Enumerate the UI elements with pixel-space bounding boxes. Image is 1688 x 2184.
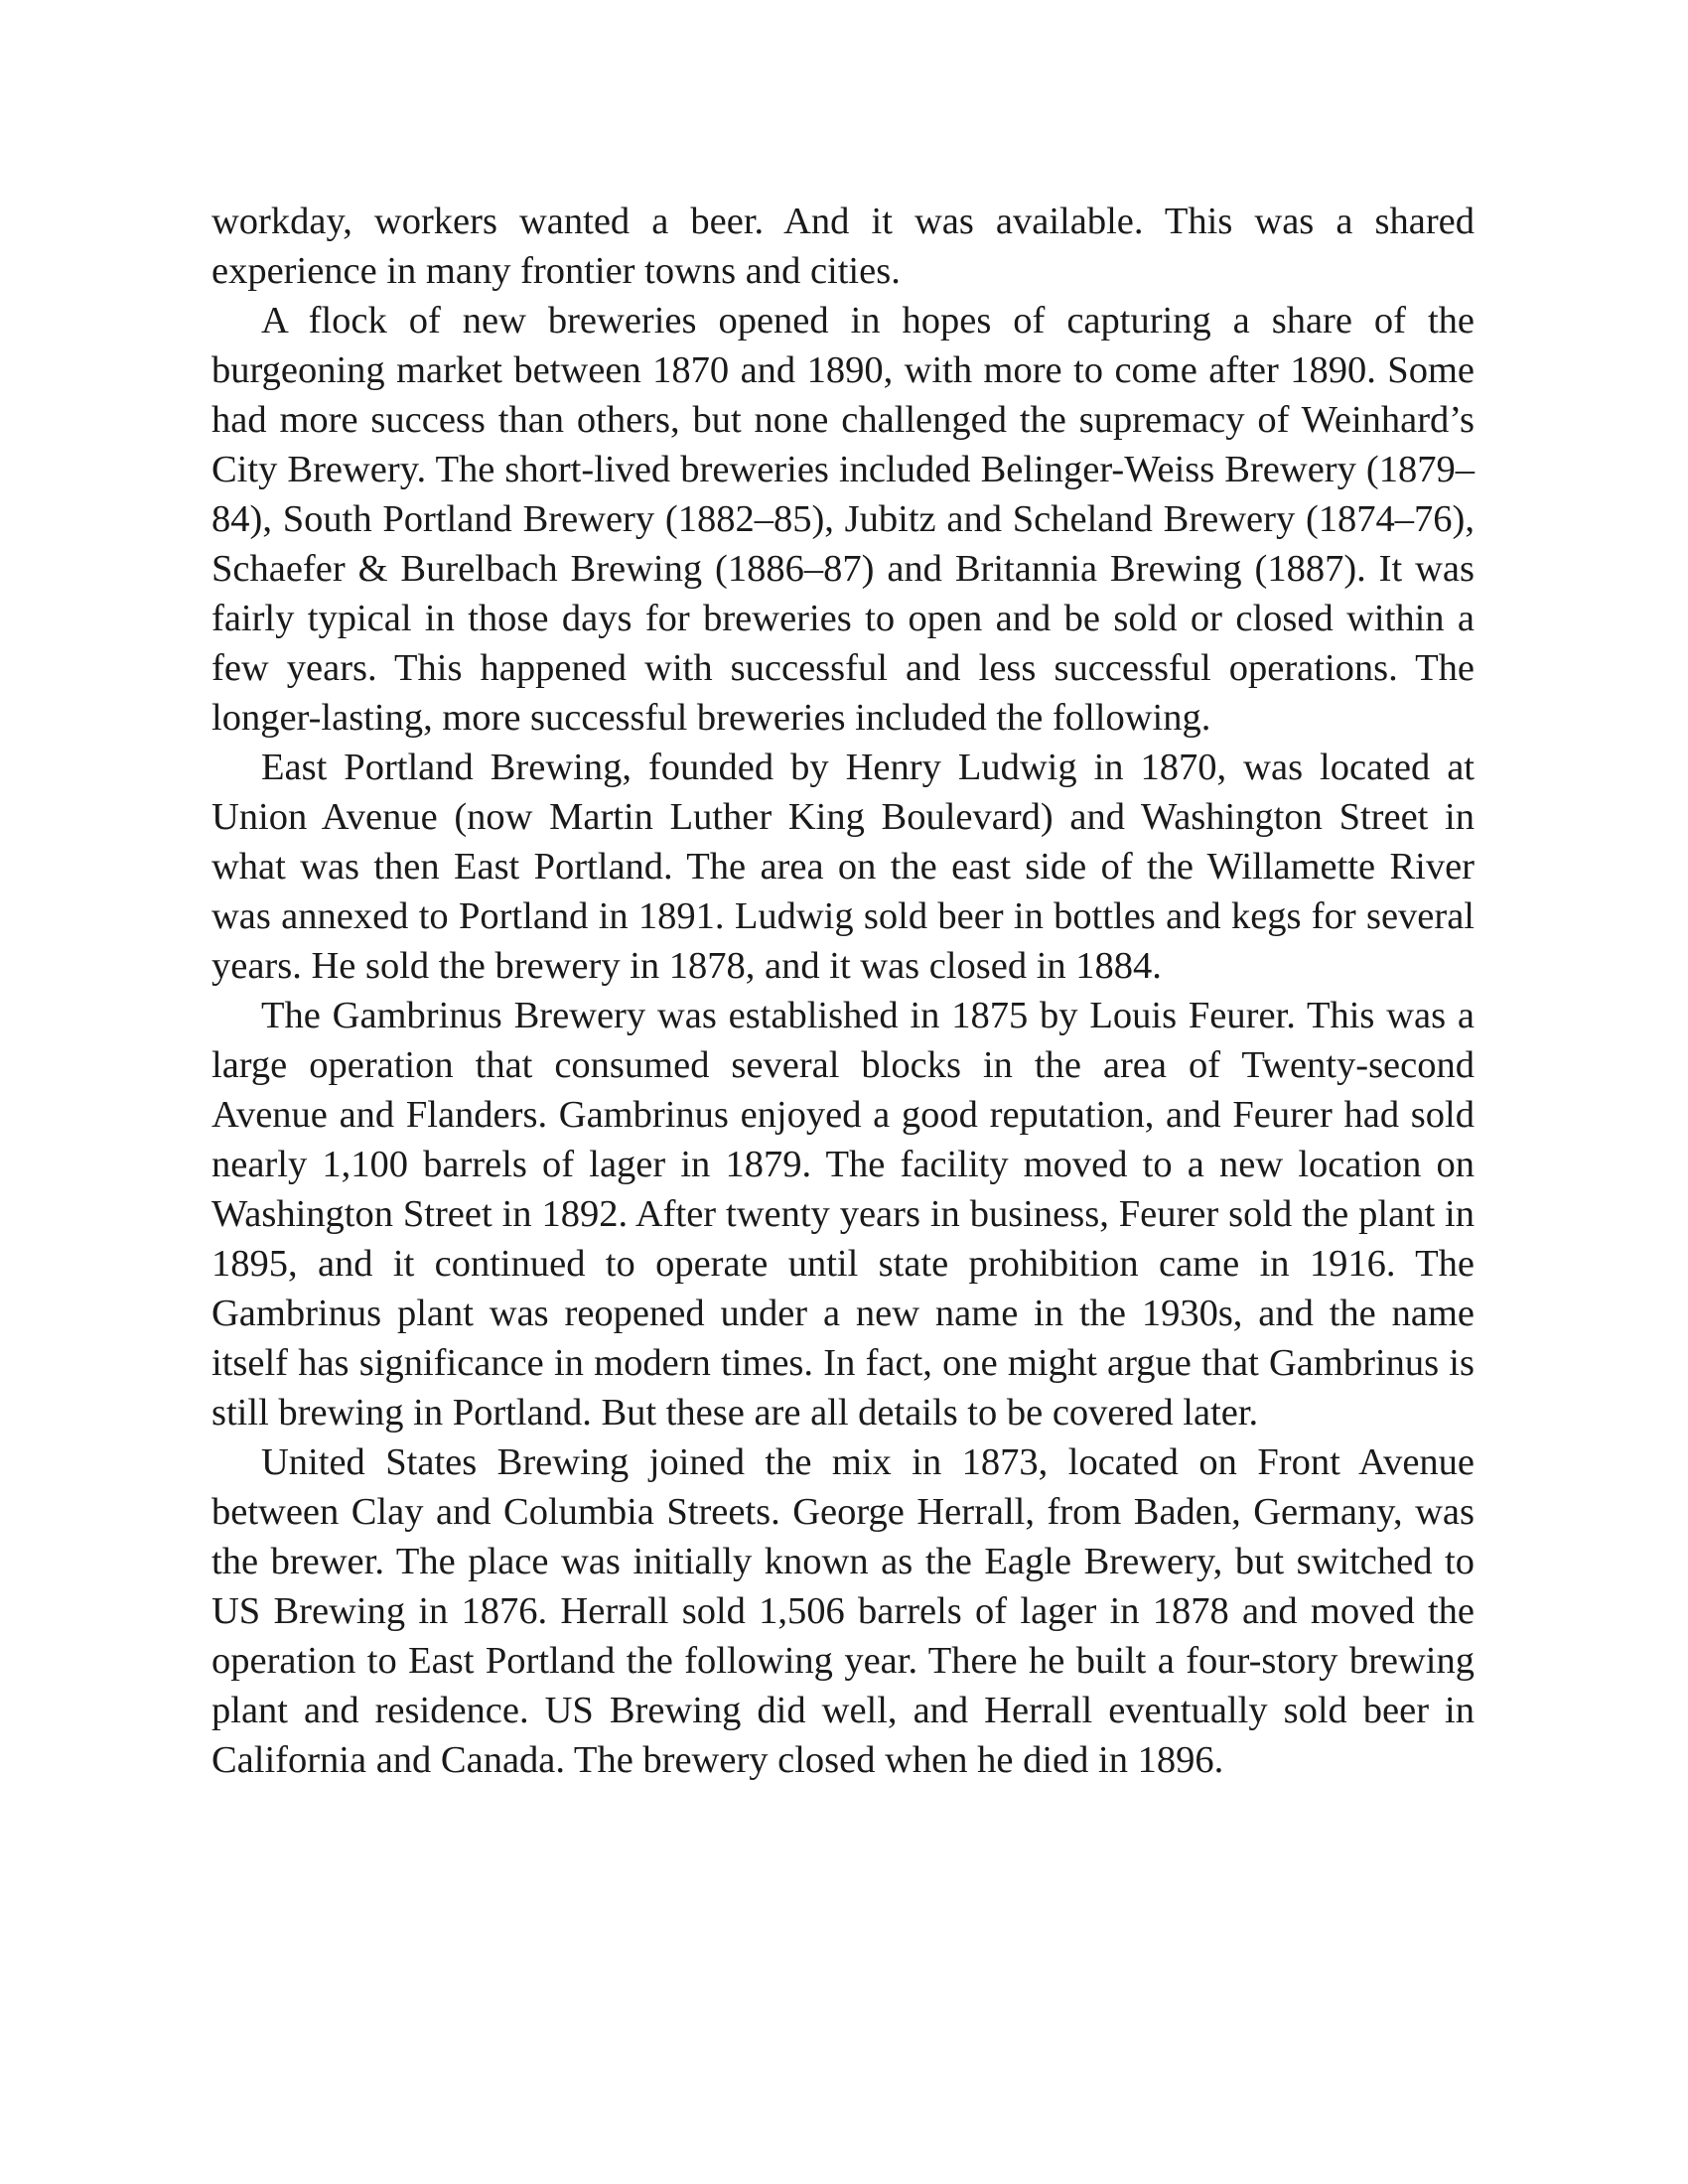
paragraph-east-portland-brewing: East Portland Brewing, founded by Henry Ludwig in 1870, was located at Union Avenue (now Martin Luther King Boulevard) and Washington Street in what was then East Portland. The area on the east side of the Willamette River was annexed to Portland in 1891. Ludwig sold beer in bottles and kegs for several years. He sold the brewery in 1878, and it was closed in 1884. <box>211 747 1475 987</box>
paragraph-gambrinus-brewery: The Gambrinus Brewery was established in 1875 by Louis Feurer. This was a large operation that consumed several blocks in the area of Twenty-second Avenue and Flanders. Gambrinus enjoyed a good reputation, and Feurer had sold nearly 1,100 barrels of lager in 1879. The facility moved to a new location on Washington Street in 1892. After twenty years in business, Feurer sold the plant in 1895, and it continued to operate until state prohibition came in 1916. The Gambrinus plant was reopened under a new name in the 1930s, and the name itself has significance in modern times. In fact, one might argue that Gambrinus is still brewing in Portland. But these are all details to be covered later. <box>211 995 1475 1433</box>
body-text <box>211 197 1475 1785</box>
paragraph-united-states-brewing: United States Brewing joined the mix in 1873, located on Front Avenue between Clay and Columbia Streets. George Herrall, from Baden, Germany, was the brewer. The place was initially known as the Eagle Brewery, but switched to US Brewing in 1876. Herrall sold 1,506 barrels of lager in 1878 and moved the operation to East Portland the following year. There he built a four-story brewing plant and residence. US Brewing did well, and Herrall eventually sold beer in California and Canada. The brewery closed when he died in 1896. <box>211 1441 1475 1781</box>
paragraph-workday: workday, workers wanted a beer. And it was available. This was a shared experience in many frontier towns and cities. <box>211 201 1475 292</box>
paragraph-new-breweries: A flock of new breweries opened in hopes of capturing a share of the burgeoning market between 1870 and 1890, with more to come after 1890. Some had more success than others, but none challenged the supremacy of Weinhard’s City Brewery. The short-lived breweries included Belinger-Weiss Brewery (1879–84), South Portland Brewery (1882–85), Jubitz and Scheland Brewery (1874–76), Schaefer & Burelbach Brewing (1886–87) and Britannia Brewing (1887). It was fairly typical in those days for breweries to open and be sold or closed within a few years. This happened with successful and less successful operations. The longer-lasting, more successful breweries included the following. <box>211 300 1475 739</box>
